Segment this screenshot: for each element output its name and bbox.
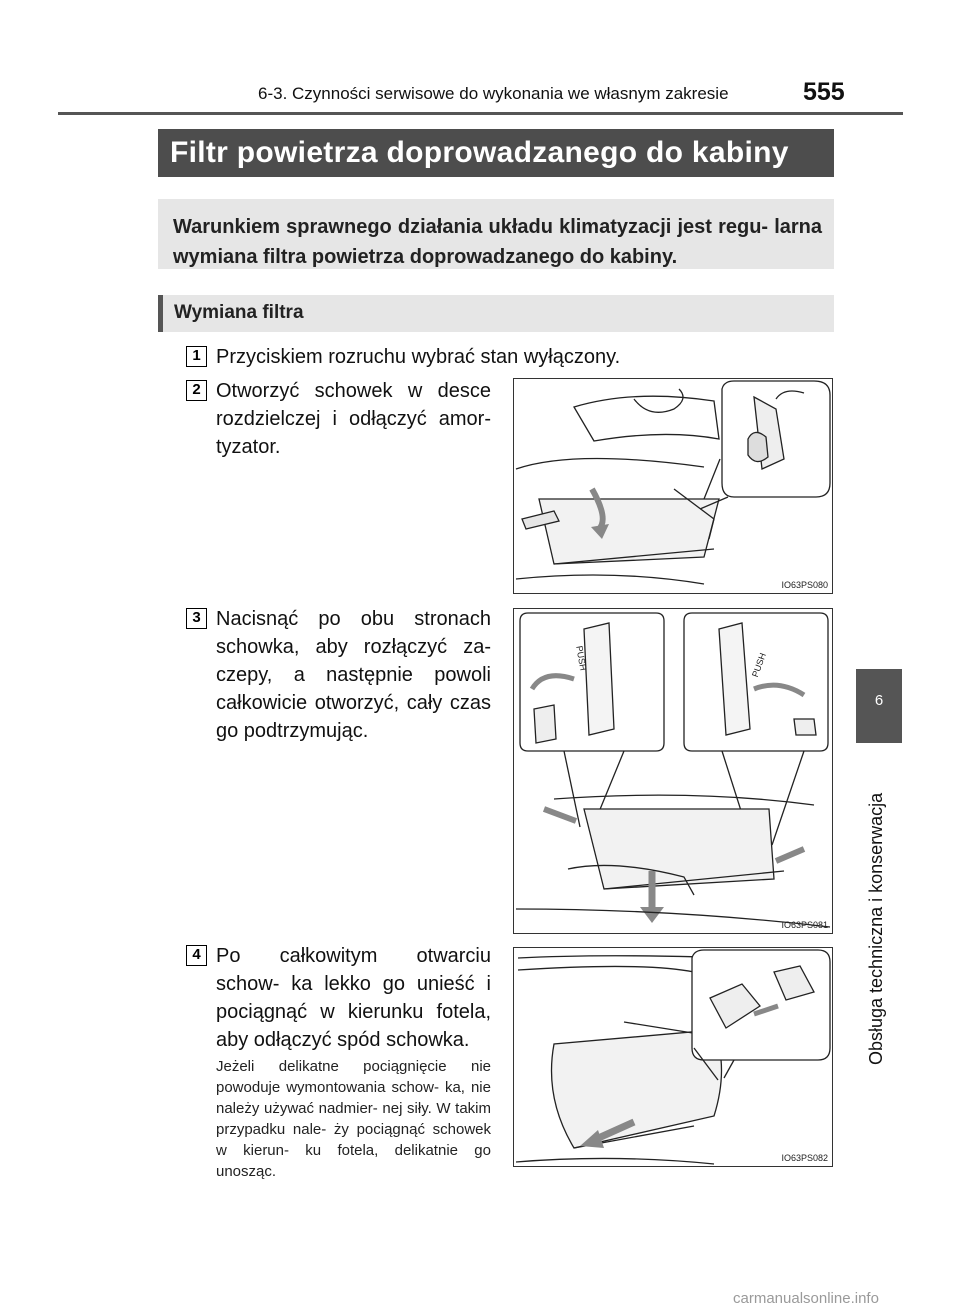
step-note-4: Jeżeli delikatne pociągnięcie nie powoduje wymontowania schow- ka, nie należy używać nadmier- nej siły. W takim przypadku nale- ży pociągnąć schowek w kierun- ku fotela, delikatnie go unosząc. — [216, 1058, 491, 1180]
page-title-bar — [158, 129, 834, 177]
chapter-label-text: Obsługa techniczna i konserwacja — [866, 792, 886, 1065]
step-number-4: 4 — [186, 945, 207, 966]
figure-code-4: IO63PS082 — [781, 1153, 828, 1163]
step-number-3: 3 — [186, 608, 207, 629]
figure-step-2 — [513, 378, 833, 594]
step-text-4: Po całkowitym otwarciu schow- ka lekko go unieść i pociągnąć w kierunku fotela, aby odłączyć spód schowka. — [216, 945, 491, 1051]
page-title: Filtr powietrza doprowadzanego do kabiny — [170, 136, 789, 169]
step-text-3: Nacisnąć po obu stronach schowka, aby rozłączyć za- czepy, a następnie powoli całkowicie otworzyć, cały czas go podtrzymując. — [216, 608, 491, 742]
push-label-right: PUSH — [750, 651, 768, 679]
page-number: 555 — [803, 78, 845, 106]
glovebox-push-illustration — [514, 609, 833, 934]
intro-text: Warunkiem sprawnego działania układu klimatyzacji jest regu- larna wymiana filtra powietrza doprowadzanego do kabiny. — [173, 216, 822, 268]
step-text-1: Przyciskiem rozruchu wybrać stan wyłączony. — [216, 346, 621, 368]
section-marker — [158, 295, 163, 332]
section-heading — [158, 295, 834, 332]
glovebox-remove-illustration — [514, 948, 833, 1167]
figure-step-3 — [513, 608, 833, 934]
figure-code-2: IO63PS080 — [781, 580, 828, 590]
step-number-2: 2 — [186, 380, 207, 401]
figure-code-3: IO63PS081 — [781, 920, 828, 930]
intro-box — [158, 199, 834, 269]
section-heading-text: Wymiana filtra — [174, 302, 304, 323]
chapter-tab: 6 — [856, 669, 902, 743]
header-rule — [58, 112, 903, 115]
glovebox-shock-illustration — [514, 379, 833, 594]
running-header: 6-3. Czynności serwisowe do wykonania we własnym zakresie — [258, 84, 729, 103]
figure-step-4 — [513, 947, 833, 1167]
watermark: carmanualsonline.info — [733, 1290, 879, 1307]
step-number-1: 1 — [186, 346, 207, 367]
step-text-2: Otworzyć schowek w desce rozdzielczej i odłączyć amor- tyzator. — [216, 380, 491, 458]
push-label-left: PUSH — [574, 645, 589, 672]
